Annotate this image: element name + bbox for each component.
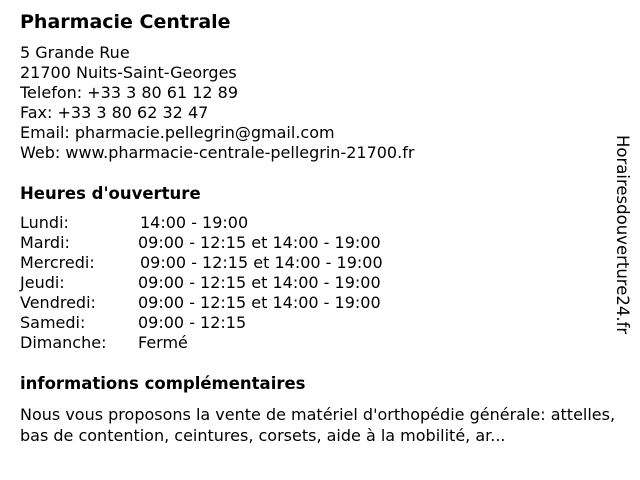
hours-row-lundi: [20, 213, 440, 233]
address-street: 5 Grande Rue: [20, 43, 130, 62]
hours-row-dimanche: [20, 333, 440, 353]
day-hours: 09:00 - 12:15 et 14:00 - 19:00: [138, 233, 381, 252]
watermark-text: Horairesdouverture24.fr: [613, 135, 632, 335]
day-label: Lundi:: [20, 213, 69, 232]
day-label: Jeudi:: [20, 273, 65, 292]
day-hours: Fermé: [138, 333, 188, 352]
pharmacy-name: Pharmacie Centrale: [20, 11, 231, 33]
fax-number: Fax: +33 3 80 62 32 47: [20, 103, 209, 122]
hours-row-jeudi: [20, 273, 440, 293]
hours-row-mardi: [20, 233, 440, 253]
day-hours: 14:00 - 19:00: [140, 213, 249, 232]
hours-row-samedi: [20, 313, 440, 333]
address-city: 21700 Nuits-Saint-Georges: [20, 63, 237, 82]
phone-number: Telefon: +33 3 80 61 12 89: [20, 83, 239, 102]
day-label: Mercredi:: [20, 253, 95, 272]
day-label: Vendredi:: [20, 293, 96, 312]
day-label: Mardi:: [20, 233, 70, 252]
opening-hours-table: [20, 213, 440, 353]
hours-row-mercredi: [20, 253, 440, 273]
day-hours: 09:00 - 12:15 et 14:00 - 19:00: [138, 293, 381, 312]
info-description: Nous vous proposons la vente de matériel d'orthopédie générale: attelles, bas de contention, ceintures, corsets, aide à la mobilité, ar...: [20, 405, 616, 445]
email-address: Email: pharmacie.pellegrin@gmail.com: [20, 123, 335, 142]
contact-details: [20, 43, 414, 163]
day-hours: 09:00 - 12:15 et 14:00 - 19:00: [140, 253, 383, 272]
day-hours: 09:00 - 12:15 et 14:00 - 19:00: [138, 273, 381, 292]
day-label: Samedi:: [20, 313, 86, 332]
website-url: Web: www.pharmacie-centrale-pellegrin-21700.fr: [20, 143, 415, 162]
day-hours: 09:00 - 12:15: [138, 313, 247, 332]
hours-row-vendredi: [20, 293, 440, 313]
day-label: Dimanche:: [20, 333, 107, 352]
info-heading: informations complémentaires: [20, 374, 306, 393]
hours-heading: Heures d'ouverture: [20, 184, 201, 203]
watermark: [612, 135, 634, 370]
